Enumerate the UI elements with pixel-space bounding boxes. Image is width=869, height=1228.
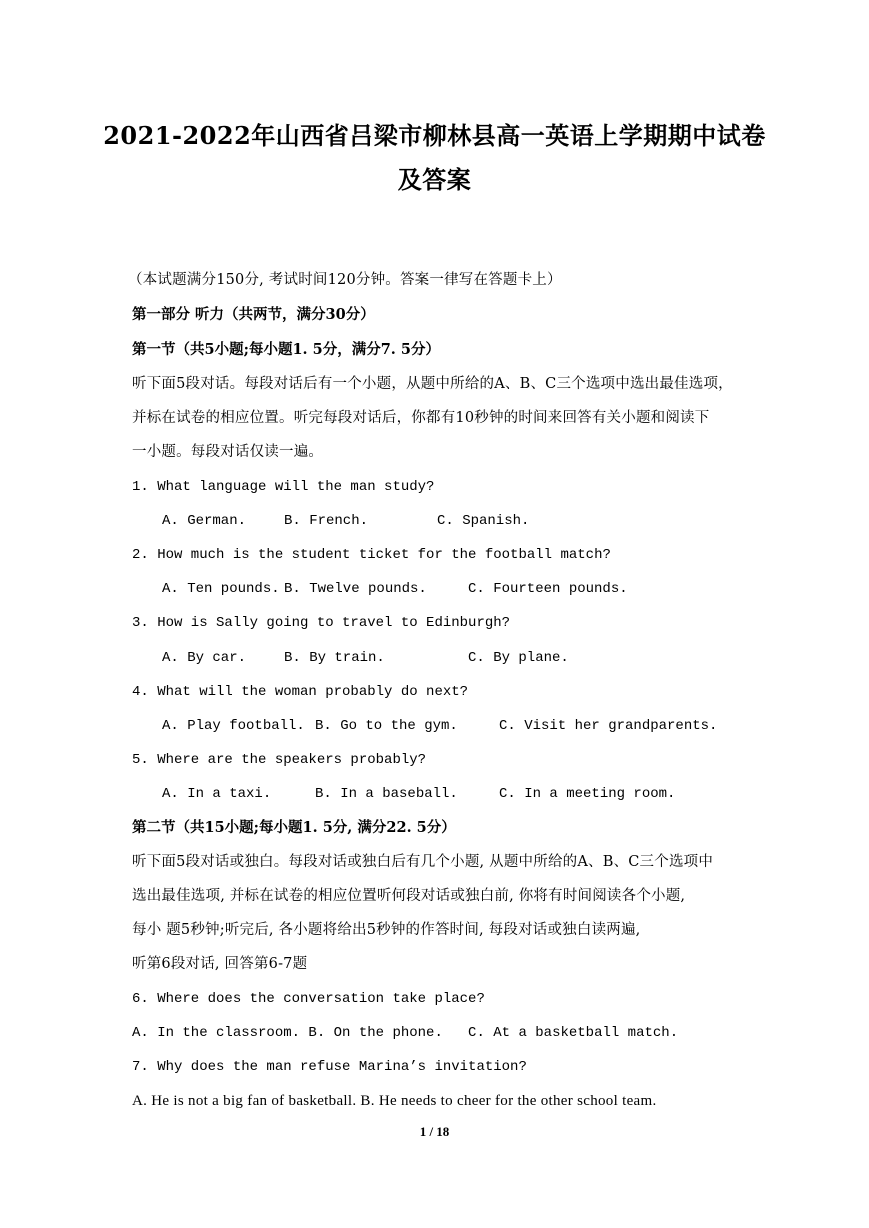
option-b: B. In a baseball. (315, 786, 458, 802)
question-7-options: A. He is not a big fan of basketball. B. He needs to cheer for the other school team. (132, 1093, 657, 1109)
section1-instruction-line: 一小题。每段对话仅读一遍。 (132, 444, 324, 460)
option-a: A. Ten pounds. (162, 581, 280, 597)
document-title-line-2: 及答案 (397, 165, 472, 194)
part1-heading: 第一部分 听力（共两节，满分30分） (132, 306, 375, 323)
section1-instruction-line: 听下面5段对话。每段对话后有一个小题，从题中所给的A、B、C三个选项中选出最佳选项， (132, 376, 733, 392)
document-title-line-1: 2021-2022年山西省吕梁市柳林县高一英语上学期期中试卷 (103, 121, 766, 150)
option-b: B. By train. (284, 650, 385, 666)
question-5-stem: 5. Where are the speakers probably? (132, 752, 427, 768)
section2-instruction-line: 听第6段对话, 回答第6-7题 (132, 956, 308, 972)
question-7-stem: 7. Why does the man refuse Marina’s invitation? (132, 1059, 527, 1075)
question-3-stem: 3. How is Sally going to travel to Edinburgh? (132, 615, 511, 631)
section2-instruction-line: 听下面5段对话或独白。每段对话或独白后有几个小题, 从题中所给的A、B、C三个选项中 (132, 854, 714, 870)
page-number: 1 / 18 (419, 1124, 450, 1139)
question-1-stem: 1. What language will the man study? (132, 479, 435, 495)
section1-heading: 第一节（共5小题;每小题1. 5分，满分7. 5分） (132, 341, 440, 358)
option-a: A. German. (162, 513, 247, 529)
question-2-stem: 2. How much is the student ticket for the football match? (132, 547, 611, 563)
option-c: C. Fourteen pounds. (468, 581, 628, 597)
option-b: B. Go to the gym. (315, 718, 458, 734)
option-a: A. Play football. (162, 718, 305, 734)
option-c: C. Spanish. (437, 513, 530, 529)
option-a: A. In a taxi. (162, 786, 272, 802)
option-b: B. Twelve pounds. (284, 581, 427, 597)
option-c: C. Visit her grandparents. (499, 718, 718, 734)
section2-instruction-line: 每小 题5秒钟;听完后, 各小题将给出5秒钟的作答时间, 每段对话或独白读两遍, (132, 922, 641, 938)
option-b: B. French. (284, 513, 369, 529)
option-a: A. By car. (162, 650, 247, 666)
option-c: C. In a meeting room. (499, 786, 676, 802)
option-c: C. By plane. (468, 650, 569, 666)
section2-instruction-line: 选出最佳选项, 并标在试卷的相应位置听何段对话或独白前, 你将有时间阅读各个小题, (132, 888, 686, 904)
question-6-stem: 6. Where does the conversation take place? (132, 991, 485, 1007)
question-6-options: A. In the classroom. B. On the phone. C. At a basketball match. (132, 1025, 679, 1041)
section2-heading: 第二节（共15小题;每小题1. 5分, 满分22. 5分） (132, 819, 456, 836)
section1-instruction-line: 并标在试卷的相应位置。听完每段对话后，你都有10秒钟的时间来回答有关小题和阅读下 (132, 410, 710, 426)
question-4-stem: 4. What will the woman probably do next? (132, 684, 469, 700)
exam-note: （本试题满分150分, 考试时间120分钟。答案一律写在答题卡上） (128, 272, 562, 288)
